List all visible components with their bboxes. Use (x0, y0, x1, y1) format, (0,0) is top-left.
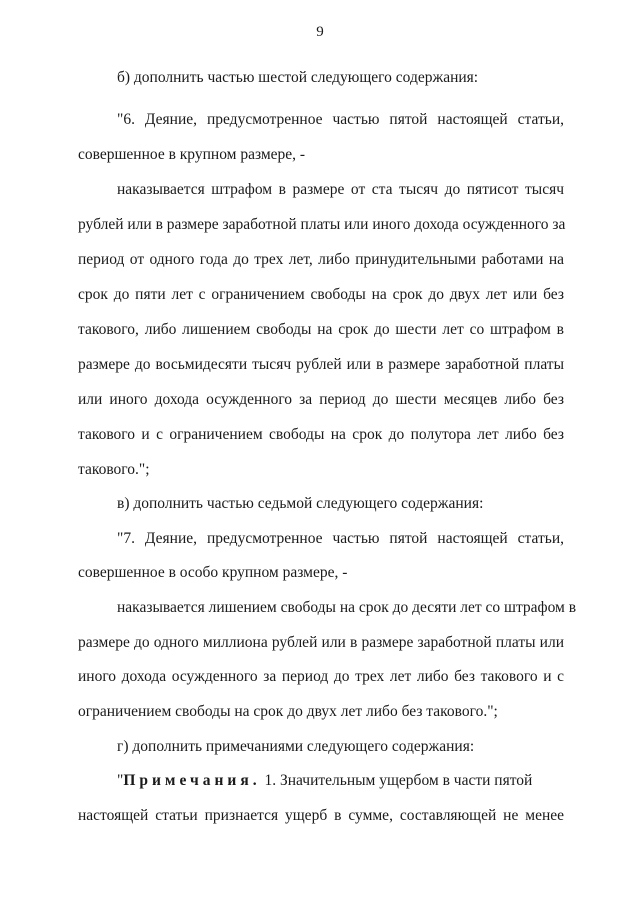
part6-line2: совершенное в крупном размере, - (78, 146, 306, 163)
page-number: 9 (316, 24, 324, 40)
part7-line1: "7. Деяние, предусмотренное частью пятой настоящей статьи, (117, 530, 564, 547)
notes-quote: " (117, 772, 124, 789)
part7-line2: совершенное в особо крупном размере, - (78, 564, 348, 581)
notes-line1 (117, 771, 564, 791)
sanction6-line: такового, либо лишением свободы на срок до шести лет со штрафом в (78, 321, 564, 338)
sanction7-line: размере до одного миллиона рублей или в размере заработной платы или (78, 634, 564, 651)
sanction6-line: срок до пяти лет с ограничением свободы на срок до двух лет или без (78, 286, 564, 303)
notes-heading: Примечания. (123, 772, 261, 789)
sanction6-line: или иного дохода осужденного за период до шести месяцев либо без (78, 391, 564, 408)
paragraph-g: г) дополнить примечаниями следующего содержания: (117, 738, 475, 755)
sanction6-line: период от одного года до трех лет, либо принудительными работами на (78, 251, 564, 268)
sanction6-line: размере до восьмидесяти тысяч рублей или в размере заработной платы (78, 356, 564, 373)
sanction7-line: ограничением свободы на срок до двух лет либо без такового."; (78, 703, 498, 720)
sanction6-line: такового и с ограничением свободы на срок до полутора лет либо без (78, 426, 564, 443)
part6-line1: "6. Деяние, предусмотренное частью пятой настоящей статьи, (117, 111, 564, 128)
sanction7-line: наказывается лишением свободы на срок до десяти лет со штрафом в (117, 599, 577, 616)
sanction7-line: иного дохода осужденного за период до трех лет либо без такового и с (78, 668, 564, 685)
sanction6-line: такового."; (78, 461, 150, 478)
sanction6-line: рублей или в размере заработной платы или иного дохода осужденного за (78, 216, 566, 233)
sanction6-line: наказывается штрафом в размере от ста тысяч до пятисот тысяч (117, 181, 564, 198)
paragraph-v: в) дополнить частью седьмой следующего содержания: (117, 495, 484, 512)
notes-line1-text: 1. Значительным ущербом в части пятой (260, 772, 533, 789)
notes-line2: настоящей статьи признается ущерб в сумме, составляющей не менее (78, 807, 564, 824)
paragraph-b: б) дополнить частью шестой следующего содержания: (117, 69, 479, 86)
